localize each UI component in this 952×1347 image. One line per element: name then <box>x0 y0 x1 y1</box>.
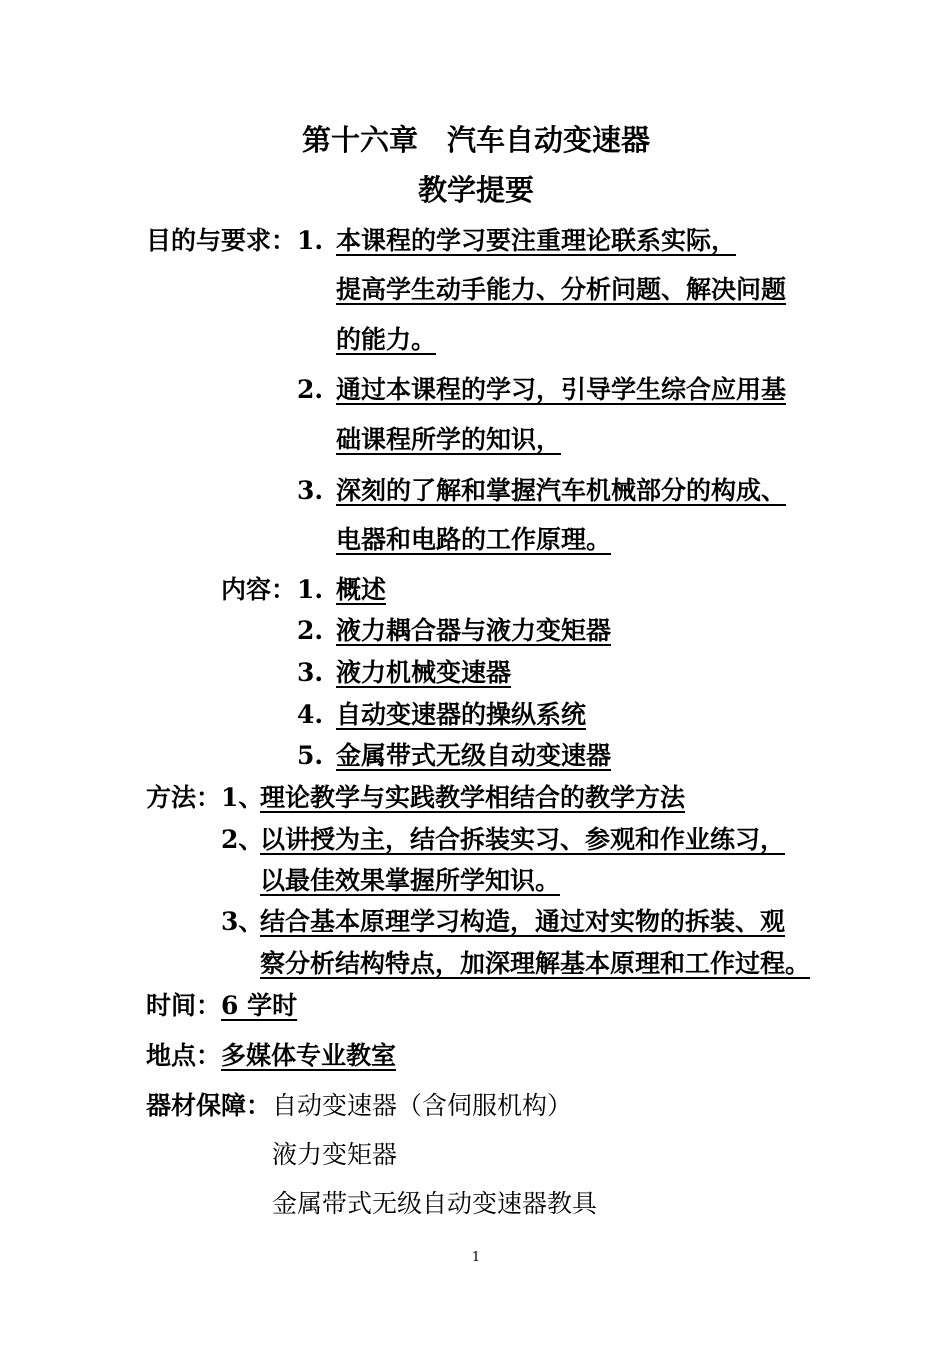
objective-3-line-2: 电器和电路的工作原理。 <box>336 525 612 554</box>
content-2-text: 液力耦合器与液力变矩器 <box>336 616 612 645</box>
method-3-line-2: 察分析结构特点，加深理解基本原理和工作过程。 <box>260 949 811 978</box>
content-3-number: 3. <box>297 658 324 687</box>
objective-1-number: 1. <box>297 226 324 255</box>
method-1-line-1: 理论教学与实践教学相结合的教学方法 <box>260 783 686 812</box>
content-5-number: 5. <box>297 741 324 770</box>
time-label: 时间： <box>146 991 222 1020</box>
content-3-text: 液力机械变速器 <box>336 658 512 687</box>
method-1-number: 1、 <box>221 783 264 812</box>
method-2-number: 2、 <box>221 825 264 854</box>
method-2-line-1: 以讲授为主，结合拆装实习、参观和作业练习， <box>260 825 786 854</box>
subtitle: 教学提要 <box>418 173 535 207</box>
content-2-number: 2. <box>297 616 324 645</box>
method-3-line-1: 结合基本原理学习构造，通过对实物的拆装、观 <box>260 907 786 936</box>
content-4-number: 4. <box>297 700 324 729</box>
time-value: 6 学时 <box>221 991 298 1020</box>
content-5-text: 金属带式无级自动变速器 <box>336 741 612 770</box>
location-label: 地点： <box>146 1041 222 1070</box>
objective-1-line-1: 本课程的学习要注重理论联系实际， <box>336 226 737 255</box>
method-3-number: 3、 <box>221 907 264 936</box>
method-2-line-2: 以最佳效果掌握所学知识。 <box>260 866 561 895</box>
content-label: 内容： <box>221 575 297 604</box>
objective-1-line-3: 的能力。 <box>336 325 437 354</box>
equipment-item-1: 自动变速器（含伺服机构） <box>272 1091 573 1120</box>
equipment-item-2: 液力变矩器 <box>272 1140 398 1169</box>
equipment-label: 器材保障： <box>146 1091 272 1120</box>
chapter-title: 第十六章 汽车自动变速器 <box>302 123 651 157</box>
location-value: 多媒体专业教室 <box>221 1041 397 1070</box>
content-1-number: 1. <box>297 575 324 604</box>
methods-label: 方法： <box>146 783 222 812</box>
objectives-label: 目的与要求： <box>146 226 297 255</box>
objective-3-line-1: 深刻的了解和掌握汽车机械部分的构成、 <box>336 476 787 505</box>
objective-2-line-2: 础课程所学的知识， <box>336 425 562 454</box>
equipment-item-3: 金属带式无级自动变速器教具 <box>272 1189 598 1218</box>
content-1-text: 概述 <box>336 575 387 604</box>
objective-1-line-2: 提高学生动手能力、分析问题、解决问题 <box>336 275 787 304</box>
objective-2-line-1: 通过本课程的学习，引导学生综合应用基 <box>336 375 787 404</box>
objective-2-number: 2. <box>297 375 324 404</box>
objective-3-number: 3. <box>297 476 324 505</box>
content-4-text: 自动变速器的操纵系统 <box>336 700 587 729</box>
page-number: 1 <box>471 1250 481 1265</box>
